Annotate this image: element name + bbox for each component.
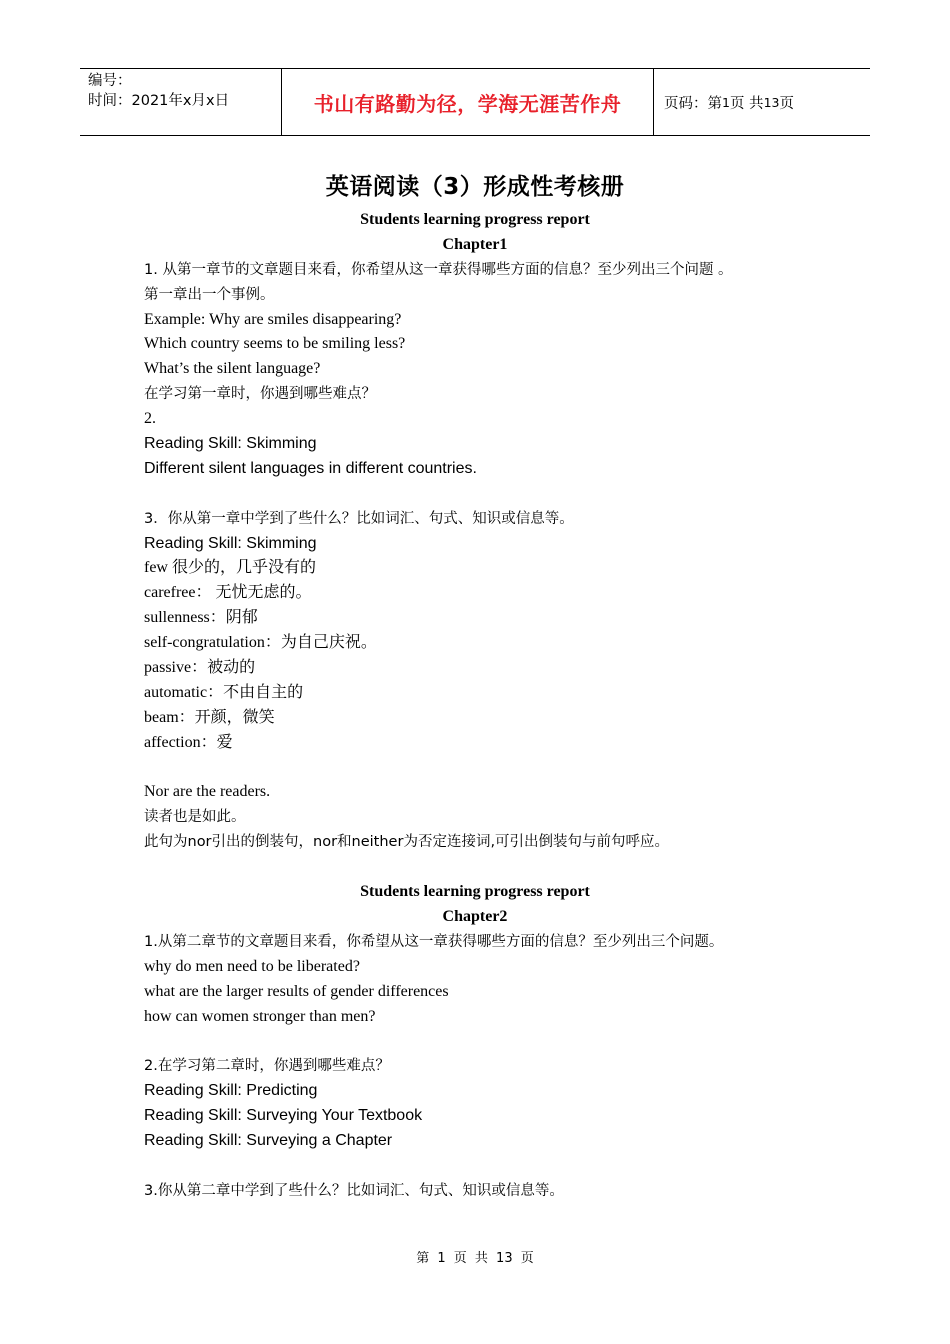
chapter2-line: Reading Skill: Surveying Your Textbook — [144, 1107, 423, 1125]
header-motto: 书山有路勤为径，学海无涯苦作舟 — [281, 69, 654, 135]
chapter1-line — [144, 855, 864, 880]
chapter1-line: sullenness：阴郁 — [144, 609, 258, 627]
chapter1-line: Different silent languages in different countries. — [144, 459, 477, 477]
chapter1-line: self-congratulation：为自己庆祝。 — [144, 634, 377, 652]
document-body — [144, 208, 864, 1204]
document-number-label: 编号： — [88, 73, 132, 89]
chapter1-line: 2. — [144, 410, 156, 428]
chapter1-line: 在学习第一章时，你遇到哪些难点？ — [144, 386, 376, 403]
chapter1-line: carefree： 无忧无虑的。 — [144, 584, 312, 602]
chapter2-line: 2.在学习第二章时，你遇到哪些难点？ — [144, 1058, 390, 1075]
header-meta-cell — [80, 69, 281, 135]
chapter1-line: beam：开颜，微笑 — [144, 708, 275, 726]
page-current-number: 1 — [722, 94, 730, 110]
chapter1-line: Example: Why are smiles disappearing? — [144, 310, 402, 328]
chapter2-line — [144, 1029, 864, 1054]
chapter1-report-heading: Students learning progress report — [360, 211, 590, 228]
chapter1-line: 3．你从第一章中学到了些什么？比如词汇、句式、知识或信息等。 — [144, 510, 574, 527]
page-label-suffix: 页 — [779, 95, 794, 112]
chapter1-line: affection：爱 — [144, 733, 233, 751]
chapter2-line: 1.从第二章节的文章题目来看，你希望从这一章获得哪些方面的信息？至少列出三个问题。 — [144, 933, 724, 950]
page-label-prefix: 页码：第 — [664, 95, 722, 112]
chapter2-line: what are the larger results of gender differences — [144, 982, 449, 1000]
chapter1-line: automatic：不由自主的 — [144, 683, 304, 701]
chapter2-line: how can women stronger than men? — [144, 1007, 376, 1025]
chapter2-line: 3.你从第二章中学到了些什么？比如词汇、句式、知识或信息等。 — [144, 1182, 564, 1199]
chapter1-line: Reading Skill: Skimming — [144, 435, 317, 453]
chapter2-line: Reading Skill: Surveying a Chapter — [144, 1131, 393, 1149]
chapter1-line: What’s the silent language? — [144, 360, 321, 378]
chapter1-line: 此句为nor引出的倒装句，nor和neither为否定连接词,可引出倒装句与前句呼应。 — [144, 834, 670, 851]
chapter1-line — [144, 756, 864, 781]
chapter1-line: 读者也是如此。 — [144, 809, 246, 826]
page-total-number: 13 — [763, 94, 780, 110]
header-page-cell — [654, 69, 870, 135]
chapter1-line: 第一章出一个事例。 — [144, 286, 275, 303]
page-footer: 第 1 页 共 13 页 — [416, 1251, 534, 1266]
chapter2-line: why do men need to be liberated? — [144, 957, 360, 975]
chapter1-line: passive：被动的 — [144, 659, 256, 677]
chapter2-line: Reading Skill: Predicting — [144, 1082, 318, 1100]
chapter1-line: Reading Skill: Skimming — [144, 534, 317, 552]
chapter1-line: few 很少的，几乎没有的 — [144, 559, 316, 577]
chapter2-line — [144, 1154, 864, 1179]
chapter1-line: Nor are the readers. — [144, 783, 271, 801]
chapter1-line: 1. 从第一章节的文章题目来看，你希望从这一章获得哪些方面的信息？至少列出三个问题 。 — [144, 261, 733, 278]
document-date-label: 时间：2021年x月x日 — [88, 93, 230, 109]
chapter2-heading: Chapter2 — [442, 907, 508, 925]
chapter1-heading: Chapter1 — [442, 235, 508, 253]
chapter2-report-heading: Students learning progress report — [360, 883, 590, 901]
page-label-mid: 页 共 — [729, 95, 764, 112]
header-table — [80, 68, 870, 136]
chapter1-line: Which country seems to be smiling less? — [144, 335, 406, 353]
document-title: 英语阅读（3）形成性考核册 — [325, 174, 625, 200]
chapter1-line — [144, 482, 864, 507]
